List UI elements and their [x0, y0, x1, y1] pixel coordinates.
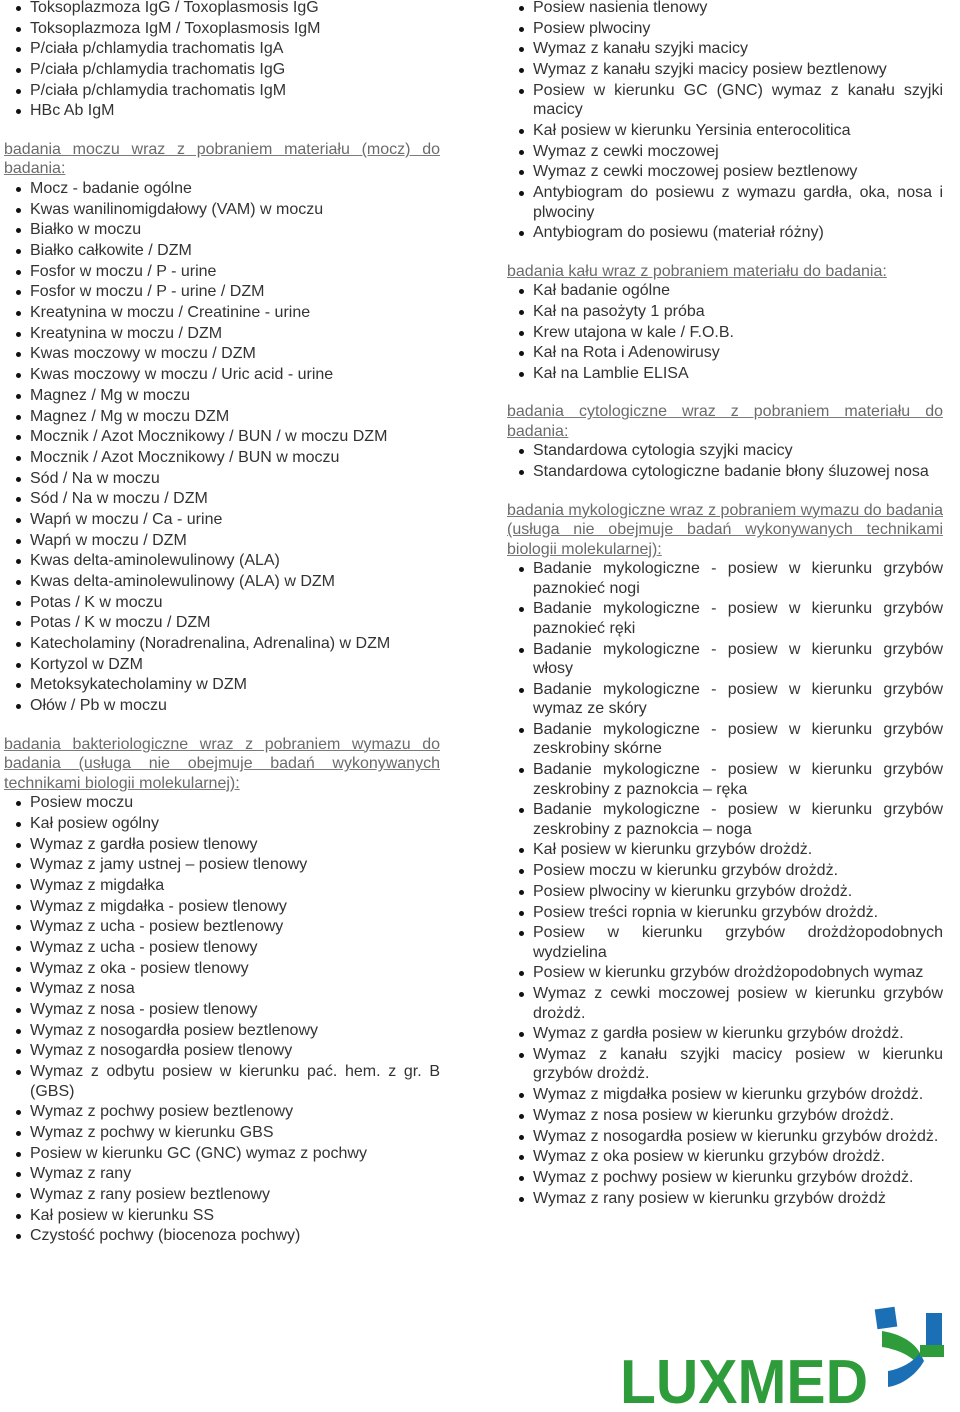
list-item: Magnez / Mg w moczu	[4, 386, 440, 406]
list-item: P/ciała p/chlamydia trachomatis IgG	[4, 60, 440, 80]
list-item: Badanie mykologiczne - posiew w kierunku grzybów zeskrobiny z paznokcia – noga	[507, 800, 943, 839]
list-item: Wymaz z migdałka - posiew tlenowy	[4, 897, 440, 917]
list-item: Wymaz z gardła posiew tlenowy	[4, 835, 440, 855]
list-item: P/ciała p/chlamydia trachomatis IgA	[4, 39, 440, 59]
luxmed-logo	[620, 1305, 950, 1405]
list-item: Badanie mykologiczne - posiew w kierunku grzybów włosy	[507, 640, 943, 679]
list-item: HBc Ab IgM	[4, 101, 440, 121]
list-item: Posiew w kierunku grzybów drożdżopodobnych wydzielina	[507, 923, 943, 962]
list-item: Kreatynina w moczu / DZM	[4, 324, 440, 344]
list-item: Wymaz z ucha - posiew beztlenowy	[4, 917, 440, 937]
list-item: Badanie mykologiczne - posiew w kierunku grzybów paznokieć ręki	[507, 599, 943, 638]
list-item: Wapń w moczu / DZM	[4, 531, 440, 551]
list-item: Wymaz z rany	[4, 1164, 440, 1184]
list-item: Fosfor w moczu / P - urine	[4, 262, 440, 282]
test-list	[4, 179, 440, 716]
list-item: Posiew plwociny	[507, 19, 943, 39]
right-section	[507, 402, 943, 481]
list-item: Fosfor w moczu / P - urine / DZM	[4, 282, 440, 302]
list-item: Wymaz z pochwy posiew w kierunku grzybów drożdż.	[507, 1168, 943, 1188]
list-item: Wymaz z nosogardła posiew w kierunku grzybów drożdż.	[507, 1127, 943, 1147]
list-item: Potas / K w moczu / DZM	[4, 613, 440, 633]
list-item: Wymaz z cewki moczowej posiew beztlenowy	[507, 162, 943, 182]
list-item: Badanie mykologiczne - posiew w kierunku grzybów paznokieć nogi	[507, 559, 943, 598]
logo-wordmark: LUXMED	[620, 1348, 868, 1405]
list-item: Posiew moczu	[4, 793, 440, 813]
list-item: Posiew treści ropnia w kierunku grzybów drożdż.	[507, 903, 943, 923]
list-item: Kwas delta-aminolewulinowy (ALA)	[4, 551, 440, 571]
list-item: Kał na pasożyty 1 próba	[507, 302, 943, 322]
list-item: Katecholaminy (Noradrenalina, Adrenalina) w DZM	[4, 634, 440, 654]
list-item: P/ciała p/chlamydia trachomatis IgM	[4, 81, 440, 101]
left-section	[4, 0, 440, 121]
list-item: Białko w moczu	[4, 220, 440, 240]
list-item: Białko całkowite / DZM	[4, 241, 440, 261]
list-item: Antybiogram do posiewu (materiał różny)	[507, 223, 943, 243]
list-item: Wymaz z cewki moczowej	[507, 142, 943, 162]
list-item: Wymaz z oka - posiew tlenowy	[4, 959, 440, 979]
list-item: Kwas moczowy w moczu / DZM	[4, 344, 440, 364]
list-item: Wymaz z kanału szyjki macicy posiew w kierunku grzybów drożdż.	[507, 1045, 943, 1084]
logo-mark-icon	[875, 1307, 944, 1387]
list-item: Wymaz z migdałka	[4, 876, 440, 896]
list-item: Wymaz z rany posiew beztlenowy	[4, 1185, 440, 1205]
list-item: Kał na Lamblie ELISA	[507, 364, 943, 384]
list-item: Toksoplazmoza IgG / Toxoplasmosis IgG	[4, 0, 440, 18]
list-item: Wymaz z nosogardła posiew beztlenowy	[4, 1021, 440, 1041]
list-item: Mocznik / Azot Mocznikowy / BUN / w moczu DZM	[4, 427, 440, 447]
list-item: Wymaz z jamy ustnej – posiew tlenowy	[4, 855, 440, 875]
list-item: Kał posiew w kierunku Yersinia enterocolitica	[507, 121, 943, 141]
list-item: Kreatynina w moczu / Creatinine - urine	[4, 303, 440, 323]
list-item: Wymaz z oka posiew w kierunku grzybów drożdż.	[507, 1147, 943, 1167]
list-item: Wymaz z ucha - posiew tlenowy	[4, 938, 440, 958]
list-item: Wymaz z nosogardła posiew tlenowy	[4, 1041, 440, 1061]
list-item: Sód / Na w moczu / DZM	[4, 489, 440, 509]
section-heading: badania kału wraz z pobraniem materiału do badania:	[507, 262, 887, 280]
list-item: Wymaz z nosa - posiew tlenowy	[4, 1000, 440, 1020]
list-item: Wymaz z odbytu posiew w kierunku pać. hem. z gr. B (GBS)	[4, 1062, 440, 1101]
list-item: Posiew w kierunku grzybów drożdżopodobnych wymaz	[507, 963, 943, 983]
test-list	[507, 559, 943, 1208]
list-item: Sód / Na w moczu	[4, 469, 440, 489]
list-item: Ołów / Pb w moczu	[4, 696, 440, 716]
list-item: Badanie mykologiczne - posiew w kierunku grzybów zeskrobiny z paznokcia – ręka	[507, 760, 943, 799]
list-item: Kwas wanilinomigdałowy (VAM) w moczu	[4, 200, 440, 220]
list-item: Wymaz z pochwy posiew beztlenowy	[4, 1102, 440, 1122]
section-heading: badania mykologiczne wraz z pobraniem wymazu do badania (usługa nie obejmuje badań wykonywanych technikami biologii molekularnej):	[507, 501, 943, 558]
list-item: Badanie mykologiczne - posiew w kierunku grzybów zeskrobiny skórne	[507, 720, 943, 759]
section-heading: badania bakteriologiczne wraz z pobraniem wymazu do badania (usługa nie obejmuje badań wykonywanych technikami biologii molekularnej):	[4, 735, 440, 792]
test-list	[4, 793, 440, 1246]
list-item: Kortyzol w DZM	[4, 655, 440, 675]
list-item: Magnez / Mg w moczu DZM	[4, 407, 440, 427]
right-column	[507, 0, 943, 1227]
list-item: Kwas delta-aminolewulinowy (ALA) w DZM	[4, 572, 440, 592]
left-column	[4, 0, 440, 1265]
list-item: Antybiogram do posiewu z wymazu gardła, oka, nosa i plwociny	[507, 183, 943, 222]
list-item: Posiew w kierunku GC (GNC) wymaz z kanału szyjki macicy	[507, 81, 943, 120]
list-item: Posiew w kierunku GC (GNC) wymaz z pochwy	[4, 1144, 440, 1164]
list-item: Toksoplazmoza IgM / Toxoplasmosis IgM	[4, 19, 440, 39]
list-item: Krew utajona w kale / F.O.B.	[507, 323, 943, 343]
list-item: Standardowa cytologia szyjki macicy	[507, 441, 943, 461]
list-item: Kał posiew w kierunku grzybów drożdż.	[507, 840, 943, 860]
list-item: Czystość pochwy (biocenoza pochwy)	[4, 1226, 440, 1246]
list-item: Standardowa cytologiczne badanie błony śluzowej nosa	[507, 462, 943, 482]
right-section	[507, 262, 943, 384]
list-item: Wymaz z kanału szyjki macicy	[507, 39, 943, 59]
list-item: Metoksykatecholaminy w DZM	[4, 675, 440, 695]
section-heading: badania moczu wraz z pobraniem materiału (mocz) do badania:	[4, 140, 440, 178]
list-item: Kał na Rota i Adenowirusy	[507, 343, 943, 363]
list-item: Wymaz z kanału szyjki macicy posiew beztlenowy	[507, 60, 943, 80]
list-item: Mocz - badanie ogólne	[4, 179, 440, 199]
list-item: Kał posiew ogólny	[4, 814, 440, 834]
test-list	[507, 281, 943, 383]
section-heading: badania cytologiczne wraz z pobraniem materiału do badania:	[507, 403, 943, 440]
list-item: Posiew moczu w kierunku grzybów drożdż.	[507, 861, 943, 881]
list-item: Wapń w moczu / Ca - urine	[4, 510, 440, 530]
list-item: Posiew nasienia tlenowy	[507, 0, 943, 18]
list-item: Wymaz z migdałka posiew w kierunku grzybów drożdż.	[507, 1085, 943, 1105]
left-section	[4, 140, 440, 716]
list-item: Potas / K w moczu	[4, 593, 440, 613]
list-item: Wymaz z pochwy w kierunku GBS	[4, 1123, 440, 1143]
list-item: Kwas moczowy w moczu / Uric acid - urine	[4, 365, 440, 385]
right-section	[507, 0, 943, 243]
test-list	[4, 0, 440, 121]
list-item: Wymaz z gardła posiew w kierunku grzybów drożdż.	[507, 1024, 943, 1044]
list-item: Mocznik / Azot Mocznikowy / BUN w moczu	[4, 448, 440, 468]
test-list	[507, 441, 943, 481]
right-section	[507, 501, 943, 1208]
list-item: Wymaz z nosa	[4, 979, 440, 999]
list-item: Wymaz z nosa posiew w kierunku grzybów drożdż.	[507, 1106, 943, 1126]
test-list	[507, 0, 943, 243]
list-item: Posiew plwociny w kierunku grzybów drożdż.	[507, 882, 943, 902]
list-item: Wymaz z rany posiew w kierunku grzybów drożdż	[507, 1189, 943, 1209]
left-section	[4, 735, 440, 1246]
list-item: Kał posiew w kierunku SS	[4, 1206, 440, 1226]
list-item: Badanie mykologiczne - posiew w kierunku grzybów wymaz ze skóry	[507, 680, 943, 719]
list-item: Wymaz z cewki moczowej posiew w kierunku grzybów drożdż.	[507, 984, 943, 1023]
list-item: Kał badanie ogólne	[507, 281, 943, 301]
